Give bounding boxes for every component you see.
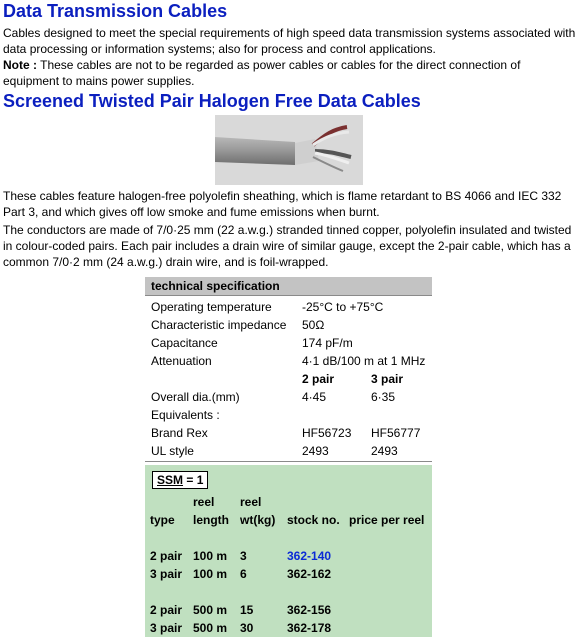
spec-label: Equivalents : [151,408,220,422]
spec-row-pair-headers [145,370,432,388]
spec-title: technical specification [145,277,432,296]
row-length: 500 m [193,603,228,617]
stock-spacer [150,581,424,599]
spec-value: -25°C to +75°C [302,300,384,314]
spec-row-equivalents [145,406,432,424]
ssm-badge [152,471,208,489]
spec-value-2-pair: HF56723 [302,426,352,440]
row-type: 2 pair [150,603,183,617]
spec-row-impedance [145,316,432,334]
row-length: 100 m [193,549,228,563]
stock-header-row-2 [150,509,424,527]
spec-label: UL style [151,444,194,458]
row-type: 3 pair [150,567,183,581]
row-type: 3 pair [150,621,183,635]
row-stock-number: 362-178 [287,621,332,635]
spec-row-attenuation [145,352,432,370]
spec-row-overall-dia [145,388,432,406]
row-weight: 3 [240,549,247,563]
stock-number-link[interactable]: 362-140 [287,549,332,563]
table-row [150,545,424,563]
spec-label: Characteristic impedance [151,318,287,332]
table-row [150,617,424,635]
spec-label: Capacitance [151,336,218,350]
spec-divider [145,460,432,462]
row-stock-number: 362-156 [287,603,332,617]
cable-photo [215,115,363,185]
spec-row-operating-temperature [145,298,432,316]
spec-value-3-pair: HF56777 [371,426,421,440]
ssm-label: SSM [157,473,184,487]
header-type: type [150,513,175,527]
section-title: Screened Twisted Pair Halogen Free Data Cables [3,91,421,111]
table-row [150,563,424,581]
page-title: Data Transmission Cables [3,1,228,21]
header-stock-no: stock no. [287,513,340,527]
description-paragraph-1: These cables feature halogen-free polyolefin sheathing, which is flame retardant to BS 4066 and IEC 332 Part 3, and which gives off low smoke and fume emissions when burnt. [3,189,562,219]
row-length: 100 m [193,567,228,581]
spec-label: Brand Rex [151,426,208,440]
intro-paragraph [3,25,577,89]
header-reel-wt: wt(kg) [240,513,276,527]
row-length: 500 m [193,621,228,635]
note-label: Note : [3,58,37,72]
spec-rows [145,298,432,460]
ssm-value: = 1 [183,473,204,487]
spec-col-2-pair: 2 pair [302,372,335,386]
intro-text: Cables designed to meet the special requirements of high speed data transmission systems associated with data processing or information systems; also for process and control applications. [3,26,576,56]
spec-label: Overall dia.(mm) [151,390,240,404]
spec-value-3-pair: 6·35 [371,390,396,404]
spec-value-2-pair: 2493 [302,444,329,458]
header-reel-length-top: reel [193,495,215,509]
row-stock-number: 362-162 [287,567,332,581]
header-price: price per reel [349,513,425,527]
header-reel-wt-top: reel [240,495,262,509]
spec-label: Operating temperature [151,300,272,314]
spec-col-3-pair: 3 pair [371,372,404,386]
table-row [150,599,424,617]
stock-table [150,491,424,635]
stock-spacer [150,527,424,545]
spec-value-3-pair: 2493 [371,444,398,458]
spec-row-capacitance [145,334,432,352]
description-paragraph-2: The conductors are made of 7/0·25 mm (22 a.w.g.) stranded tinned copper, polyolefin insulated and twisted in colour-coded pairs. Each pair includes a drain wire of similar gauge, except the 2-pair cable, which has a common 7/0·2 mm (24 a.w.g.) drain wire, and is foil-wrapped. [3,223,572,269]
spec-value: 174 pF/m [302,336,353,350]
technical-specification-table [145,277,432,462]
spec-value: 4·1 dB/100 m at 1 MHz [302,354,426,368]
note-text: These cables are not to be regarded as power cables or cables for the direct connection of equipment to mains power supplies. [3,58,521,88]
row-weight: 6 [240,567,247,581]
spec-label [145,370,296,388]
spec-row-brand-rex [145,424,432,442]
cable-image [215,115,363,185]
row-weight: 15 [240,603,254,617]
header-reel-length: length [193,513,229,527]
stock-table-panel [145,465,432,637]
spec-row-ul-style [145,442,432,460]
spec-value: 50Ω [302,318,325,332]
row-weight: 30 [240,621,254,635]
spec-label: Attenuation [151,354,212,368]
spec-value-2-pair: 4·45 [302,390,327,404]
stock-header-row-1 [150,491,424,509]
row-type: 2 pair [150,549,183,563]
